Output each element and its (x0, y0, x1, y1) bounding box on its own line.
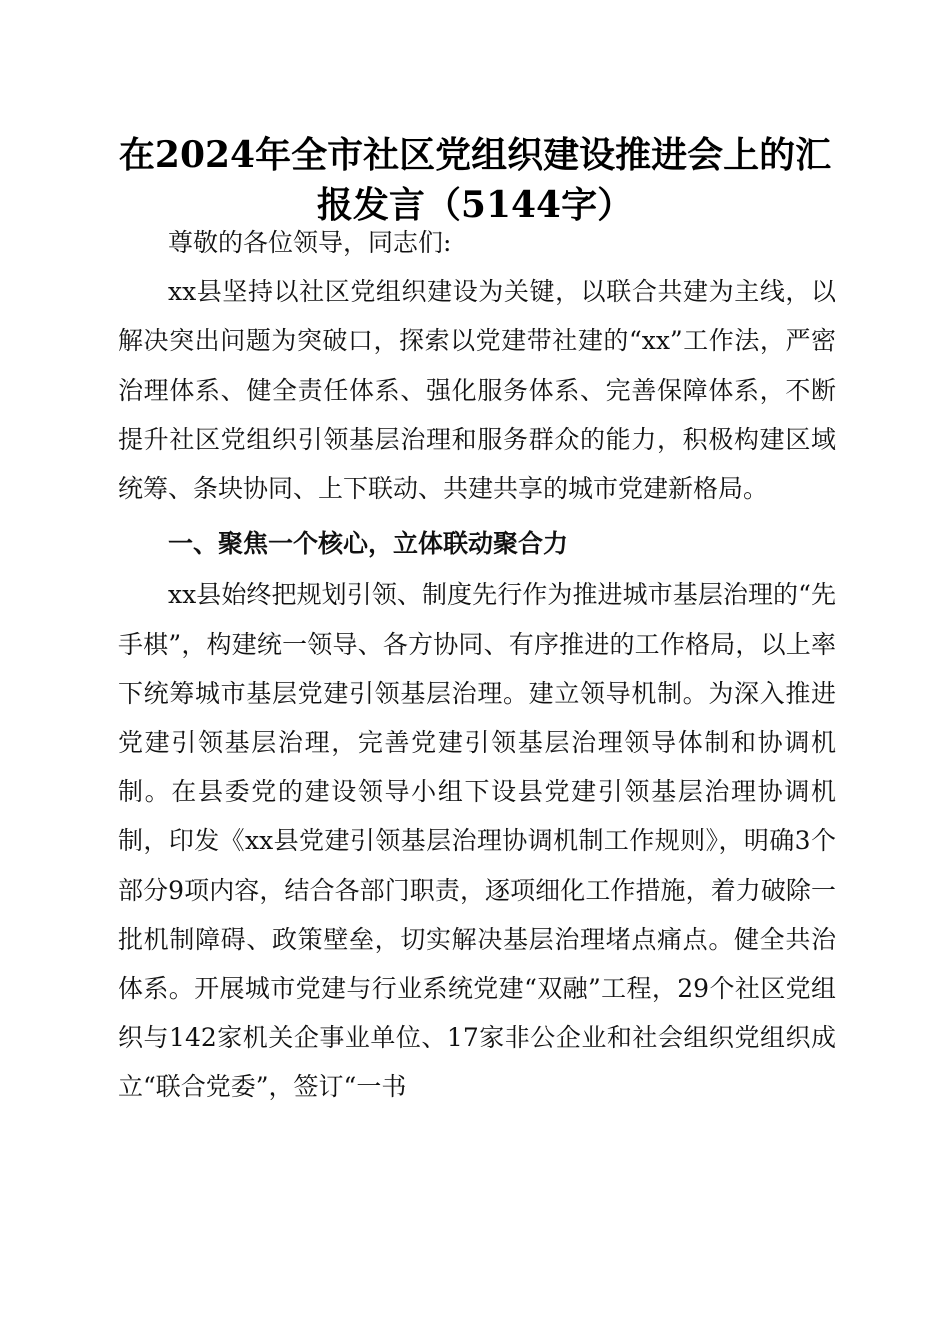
salutation: 尊敬的各位领导，同志们: (168, 228, 452, 257)
intro-paragraph: xx县坚持以社区党组织建设为关键，以联合共建为主线，以解决突出问题为突破口，探索以党建带社建的“xx”工作法，严密治理体系、健全责任体系、强化服务体系、完善保障体系，不断提升社区党组织引领基层治理和服务群众的能力，积极构建区域统筹、条块协同、上下联动、共建共享的城市党建新格局。 (118, 277, 836, 504)
document-title: 在2024年全市社区党组织建设推进会上的汇报发言（5144字） (118, 134, 832, 226)
document-body (118, 218, 836, 1112)
section-1-paragraph: xx县始终把规划引领、制度先行作为推进城市基层治理的“先手棋”，构建统一领导、各方协同、有序推进的工作格局，以上率下统筹城市基层党建引领基层治理。建立领导机制。为深入推进党建引领基层治理，完善党建引领基层治理领导体制和协调机制。在县委党的建设领导小组下设县党建引领基层治理协调机制，印发《xx县党建引领基层治理协调机制工作规则》，明确3个部分9项内容，结合各部门职责，逐项细化工作措施，着力破除一批机制障碍、政策壁垒，切实解决基层治理堵点痛点。健全共治体系。开展城市党建与行业系统党建“双融”工程，29个社区党组织与142家机关企事业单位、17家非公企业和社会组织党组织成立“联合党委”，签订“一书 (118, 580, 836, 1102)
section-heading-1: 一、聚焦一个核心，立体联动聚合力 (168, 529, 569, 559)
